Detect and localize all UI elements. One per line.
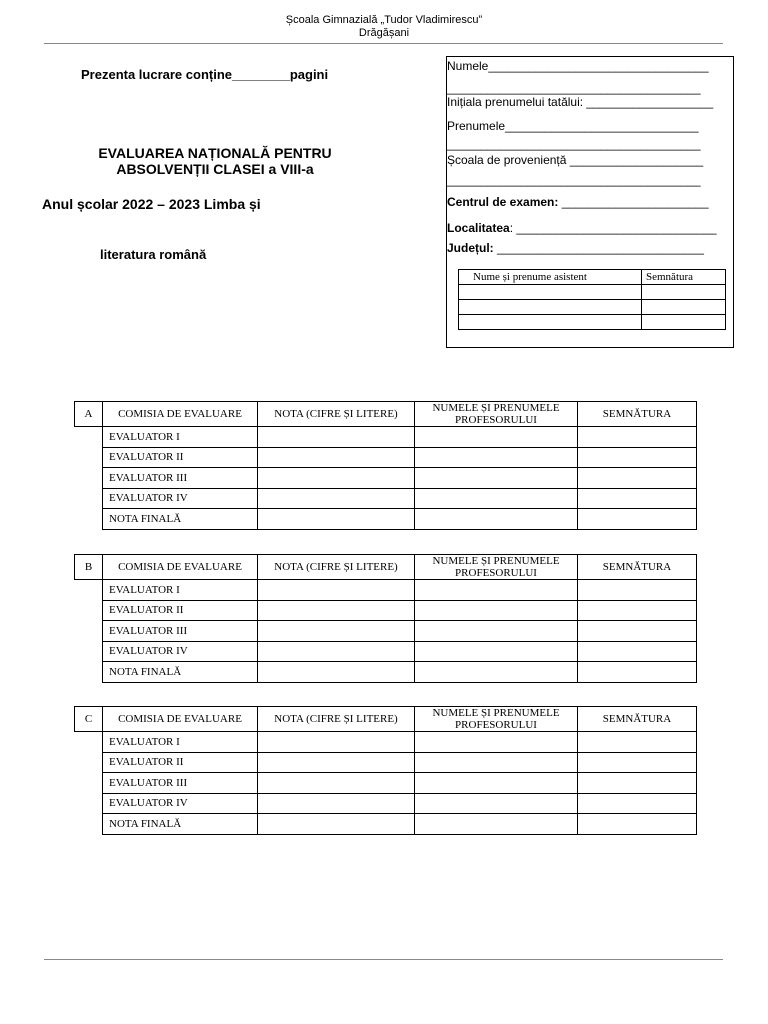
teacher-name-cell[interactable]	[415, 814, 578, 835]
evaluation-row	[75, 488, 697, 509]
blank-cell	[75, 427, 103, 448]
blank-cell	[75, 468, 103, 489]
teacher-name-cell[interactable]	[415, 752, 578, 773]
signature-cell[interactable]	[578, 447, 697, 468]
grade-cell[interactable]	[258, 793, 415, 814]
scoala-continuation[interactable]: ______________________________________	[447, 173, 701, 187]
judetul-field[interactable]	[447, 241, 734, 255]
teacher-name-cell[interactable]	[415, 509, 578, 530]
assistant-name-cell[interactable]	[459, 315, 642, 330]
blank-cell	[75, 662, 103, 683]
section-letter: C	[75, 707, 103, 732]
candidate-id-box	[446, 56, 734, 348]
evaluation-column-header: COMISIA DE EVALUARE	[103, 402, 258, 427]
grade-cell[interactable]	[258, 641, 415, 662]
evaluation-grid	[74, 706, 697, 835]
evaluator-label: EVALUATOR I	[103, 580, 258, 601]
evaluation-column-header: NOTA (CIFRE ȘI LITERE)	[258, 707, 415, 732]
signature-cell[interactable]	[578, 600, 697, 621]
numele-continuation[interactable]: ______________________________________	[447, 81, 701, 95]
signature-cell[interactable]	[578, 773, 697, 794]
signature-cell[interactable]	[578, 662, 697, 683]
grade-cell[interactable]	[258, 447, 415, 468]
teacher-name-cell[interactable]	[415, 580, 578, 601]
evaluation-row	[75, 773, 697, 794]
evaluation-row	[75, 662, 697, 683]
teacher-name-cell[interactable]	[415, 793, 578, 814]
teacher-name-cell[interactable]	[415, 447, 578, 468]
evaluation-row	[75, 600, 697, 621]
blank-cell	[75, 621, 103, 642]
teacher-name-cell[interactable]	[415, 600, 578, 621]
localitatea-label: Localitatea	[447, 221, 510, 235]
section-letter: B	[75, 555, 103, 580]
grade-cell[interactable]	[258, 814, 415, 835]
grade-cell[interactable]	[258, 488, 415, 509]
evaluator-label: EVALUATOR IV	[103, 488, 258, 509]
signature-cell[interactable]	[578, 641, 697, 662]
teacher-name-cell[interactable]	[415, 662, 578, 683]
centru-blank: ______________________	[558, 195, 709, 209]
evaluation-column-header: COMISIA DE EVALUARE	[103, 707, 258, 732]
exam-title-line1: EVALUAREA NAȚIONALĂ PENTRU	[98, 145, 332, 161]
assistant-name-cell[interactable]	[459, 300, 642, 315]
grade-cell[interactable]	[258, 468, 415, 489]
evaluator-label: EVALUATOR I	[103, 427, 258, 448]
blank-cell	[75, 600, 103, 621]
assistant-header-row	[459, 270, 726, 285]
evaluator-label: NOTA FINALĂ	[103, 509, 258, 530]
blank-cell	[75, 641, 103, 662]
assistant-signature-header: Semnătura	[642, 270, 726, 285]
school-town: Drăgășani	[358, 27, 410, 39]
signature-cell[interactable]	[578, 509, 697, 530]
signature-cell[interactable]	[578, 427, 697, 448]
evaluation-column-header: SEMNĂTURA	[578, 402, 697, 427]
evaluation-column-header: NUMELE ȘI PRENUMELE PROFESORULUI	[415, 707, 578, 732]
signature-cell[interactable]	[578, 468, 697, 489]
school-header	[0, 14, 768, 40]
blank-cell	[75, 773, 103, 794]
evaluator-label: EVALUATOR III	[103, 468, 258, 489]
blank-cell	[75, 814, 103, 835]
evaluation-column-header: NUMELE ȘI PRENUMELE PROFESORULUI	[415, 402, 578, 427]
evaluation-table-a	[74, 401, 696, 530]
evaluation-column-header: SEMNĂTURA	[578, 707, 697, 732]
evaluator-label: EVALUATOR IV	[103, 793, 258, 814]
evaluation-grid	[74, 554, 697, 683]
grade-cell[interactable]	[258, 621, 415, 642]
school-year-line: Anul școlar 2022 – 2023 Limba și	[42, 196, 261, 212]
evaluation-row	[75, 814, 697, 835]
grade-cell[interactable]	[258, 580, 415, 601]
signature-cell[interactable]	[578, 752, 697, 773]
localitatea-blank: : ______________________________	[509, 221, 717, 235]
localitatea-field[interactable]	[447, 221, 734, 235]
exam-title-line2: ABSOLVENȚII CLASEI a VIII-a	[116, 161, 314, 177]
blank-cell	[75, 447, 103, 468]
numele-field[interactable]: Numele_________________________________	[447, 59, 709, 73]
centru-label: Centrul de examen:	[447, 195, 559, 209]
evaluation-table-c	[74, 706, 696, 835]
centru-field[interactable]	[447, 195, 734, 209]
evaluator-label: EVALUATOR II	[103, 752, 258, 773]
initiala-field[interactable]: Inițiala prenumelui tatălui: ___________________	[447, 95, 714, 109]
blank-cell	[75, 793, 103, 814]
teacher-name-cell[interactable]	[415, 621, 578, 642]
evaluator-label: NOTA FINALĂ	[103, 814, 258, 835]
footer-divider	[44, 959, 723, 960]
prenumele-field[interactable]: Prenumele_____________________________	[447, 119, 699, 133]
signature-cell[interactable]	[578, 621, 697, 642]
teacher-name-cell[interactable]	[415, 468, 578, 489]
assistant-signature-cell[interactable]	[642, 315, 726, 330]
evaluation-header-row	[75, 707, 697, 732]
blank-cell	[75, 732, 103, 753]
signature-cell[interactable]	[578, 580, 697, 601]
teacher-name-cell[interactable]	[415, 773, 578, 794]
evaluation-header-row	[75, 555, 697, 580]
evaluation-grid	[74, 401, 697, 530]
blank-cell	[75, 752, 103, 773]
grade-cell[interactable]	[258, 600, 415, 621]
evaluation-row	[75, 732, 697, 753]
assistant-name-header: Nume și prenume asistent	[459, 270, 642, 285]
grade-cell[interactable]	[258, 732, 415, 753]
evaluation-row	[75, 468, 697, 489]
evaluation-row	[75, 641, 697, 662]
pages-count-line: Prezenta lucrare conține________pagini	[81, 67, 329, 82]
assistant-row	[459, 285, 726, 300]
evaluation-row	[75, 621, 697, 642]
evaluator-label: EVALUATOR IV	[103, 641, 258, 662]
evaluation-column-header: COMISIA DE EVALUARE	[103, 555, 258, 580]
evaluator-label: EVALUATOR III	[103, 621, 258, 642]
grade-cell[interactable]	[258, 509, 415, 530]
signature-cell[interactable]	[578, 814, 697, 835]
judetul-blank: _______________________________	[493, 241, 704, 255]
signature-cell[interactable]	[578, 732, 697, 753]
evaluation-table-b	[74, 554, 696, 683]
signature-cell[interactable]	[578, 488, 697, 509]
signature-cell[interactable]	[578, 793, 697, 814]
grade-cell[interactable]	[258, 773, 415, 794]
evaluator-label: EVALUATOR II	[103, 600, 258, 621]
assistant-signature-cell[interactable]	[642, 285, 726, 300]
exam-title	[70, 145, 360, 177]
evaluation-row	[75, 793, 697, 814]
assistant-row	[459, 300, 726, 315]
blank-cell	[75, 488, 103, 509]
section-letter: A	[75, 402, 103, 427]
grade-cell[interactable]	[258, 752, 415, 773]
evaluator-label: EVALUATOR II	[103, 447, 258, 468]
scoala-field[interactable]: Școala de proveniență ____________________	[447, 153, 704, 167]
evaluation-row	[75, 752, 697, 773]
evaluator-label: NOTA FINALĂ	[103, 662, 258, 683]
evaluation-column-header: NUMELE ȘI PRENUMELE PROFESORULUI	[415, 555, 578, 580]
evaluation-row	[75, 427, 697, 448]
assistant-signature-cell[interactable]	[642, 300, 726, 315]
evaluation-header-row	[75, 402, 697, 427]
teacher-name-cell[interactable]	[415, 732, 578, 753]
evaluation-column-header: NOTA (CIFRE ȘI LITERE)	[258, 402, 415, 427]
teacher-name-cell[interactable]	[415, 488, 578, 509]
evaluation-row	[75, 509, 697, 530]
evaluation-column-header: SEMNĂTURA	[578, 555, 697, 580]
evaluation-row	[75, 447, 697, 468]
teacher-name-cell[interactable]	[415, 427, 578, 448]
evaluation-row	[75, 580, 697, 601]
blank-cell	[75, 509, 103, 530]
evaluator-label: EVALUATOR III	[103, 773, 258, 794]
blank-cell	[75, 580, 103, 601]
subject-line: literatura română	[100, 247, 207, 262]
assistant-row	[459, 315, 726, 330]
assistant-name-cell[interactable]	[459, 285, 642, 300]
header-divider	[44, 43, 723, 44]
school-name: Școala Gimnazială „Tudor Vladimirescu”	[285, 14, 483, 26]
judetul-label: Județul:	[447, 241, 494, 255]
teacher-name-cell[interactable]	[415, 641, 578, 662]
grade-cell[interactable]	[258, 662, 415, 683]
evaluation-column-header: NOTA (CIFRE ȘI LITERE)	[258, 555, 415, 580]
evaluator-label: EVALUATOR I	[103, 732, 258, 753]
prenumele-continuation[interactable]: ______________________________________	[447, 137, 701, 151]
assistant-table	[458, 269, 726, 330]
grade-cell[interactable]	[258, 427, 415, 448]
